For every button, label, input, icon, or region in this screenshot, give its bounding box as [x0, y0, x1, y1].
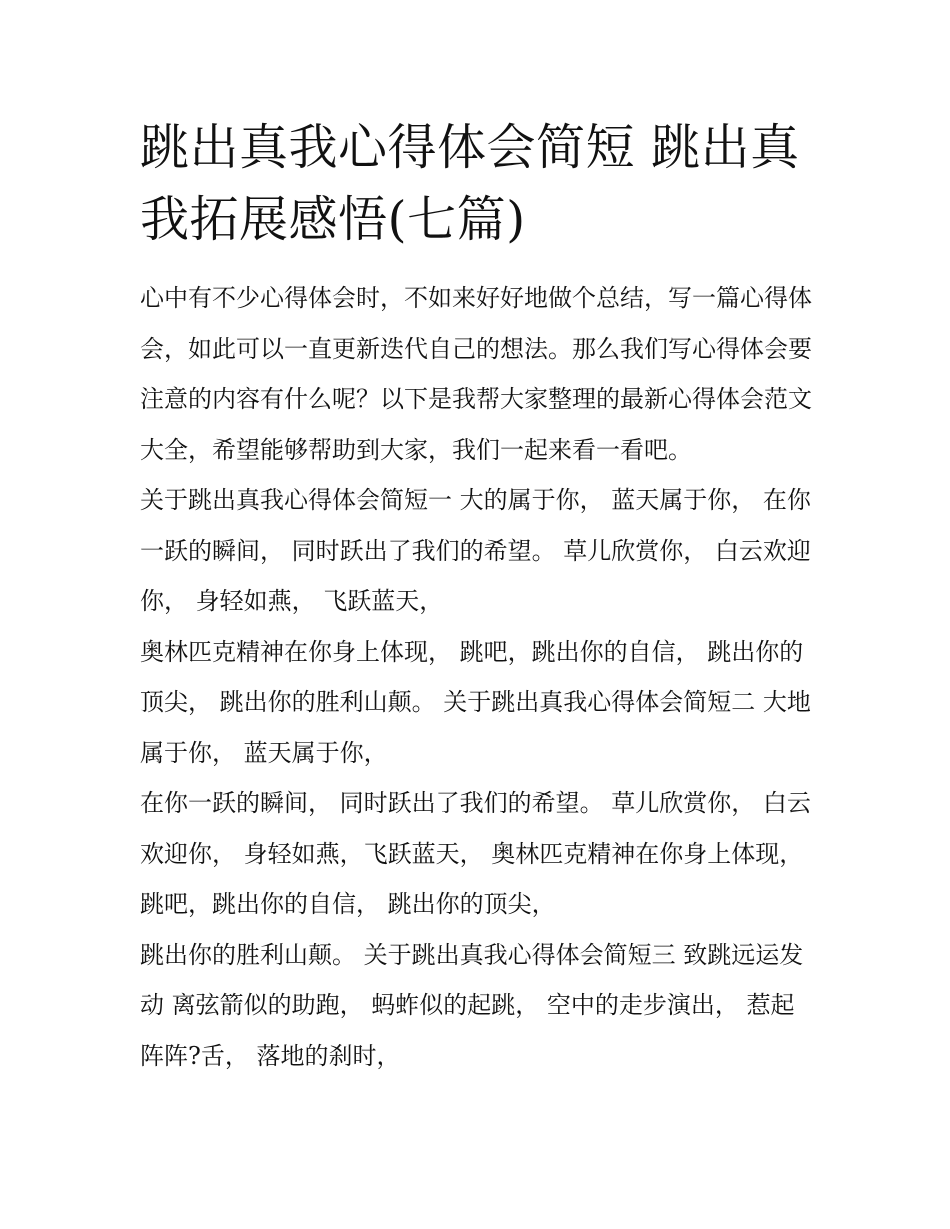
document-page — [140, 112, 812, 1081]
paragraph: 在你一跃的瞬间， 同时跃出了我们的希望。 草儿欣赏你， 白云欢迎你， 身轻如燕，飞跃蓝天， 奥林匹克精神在你身上体现， 跳吧，跳出你的自信， 跳出你的顶尖， — [140, 789, 811, 918]
paragraph-intro: 心中有不少心得体会时，不如来好好地做个总结，写一篇心得体会，如此可以一直更新迭代自己的想法。那么我们写心得体会要注意的内容有什么呢？以下是我帮大家整理的最新心得体会范文大全，希望能够帮助到大家，我们一起来看一看吧。 — [140, 284, 812, 464]
paragraph: 奥林匹克精神在你身上体现， 跳吧，跳出你的自信， 跳出你的顶尖， 跳出你的胜利山颠。 关于跳出真我心得体会简短二 大地属于你， 蓝天属于你， — [140, 637, 811, 767]
paragraph: 跳出你的胜利山颠。 关于跳出真我心得体会简短三 致跳远运发动 离弦箭似的助跑， 蚂蚱似的起跳， 空中的走步演出， 惹起阵阵?舌， 落地的刹时， — [140, 940, 804, 1070]
document-title: 跳出真我心得体会简短 跳出真我拓展感悟(七篇) — [140, 119, 800, 248]
paragraph: 关于跳出真我心得体会简短一 大的属于你， 蓝天属于你， 在你一跃的瞬间， 同时跃出了我们的希望。 草儿欣赏你， 白云欢迎你， 身轻如燕， 飞跃蓝天， — [140, 486, 811, 615]
